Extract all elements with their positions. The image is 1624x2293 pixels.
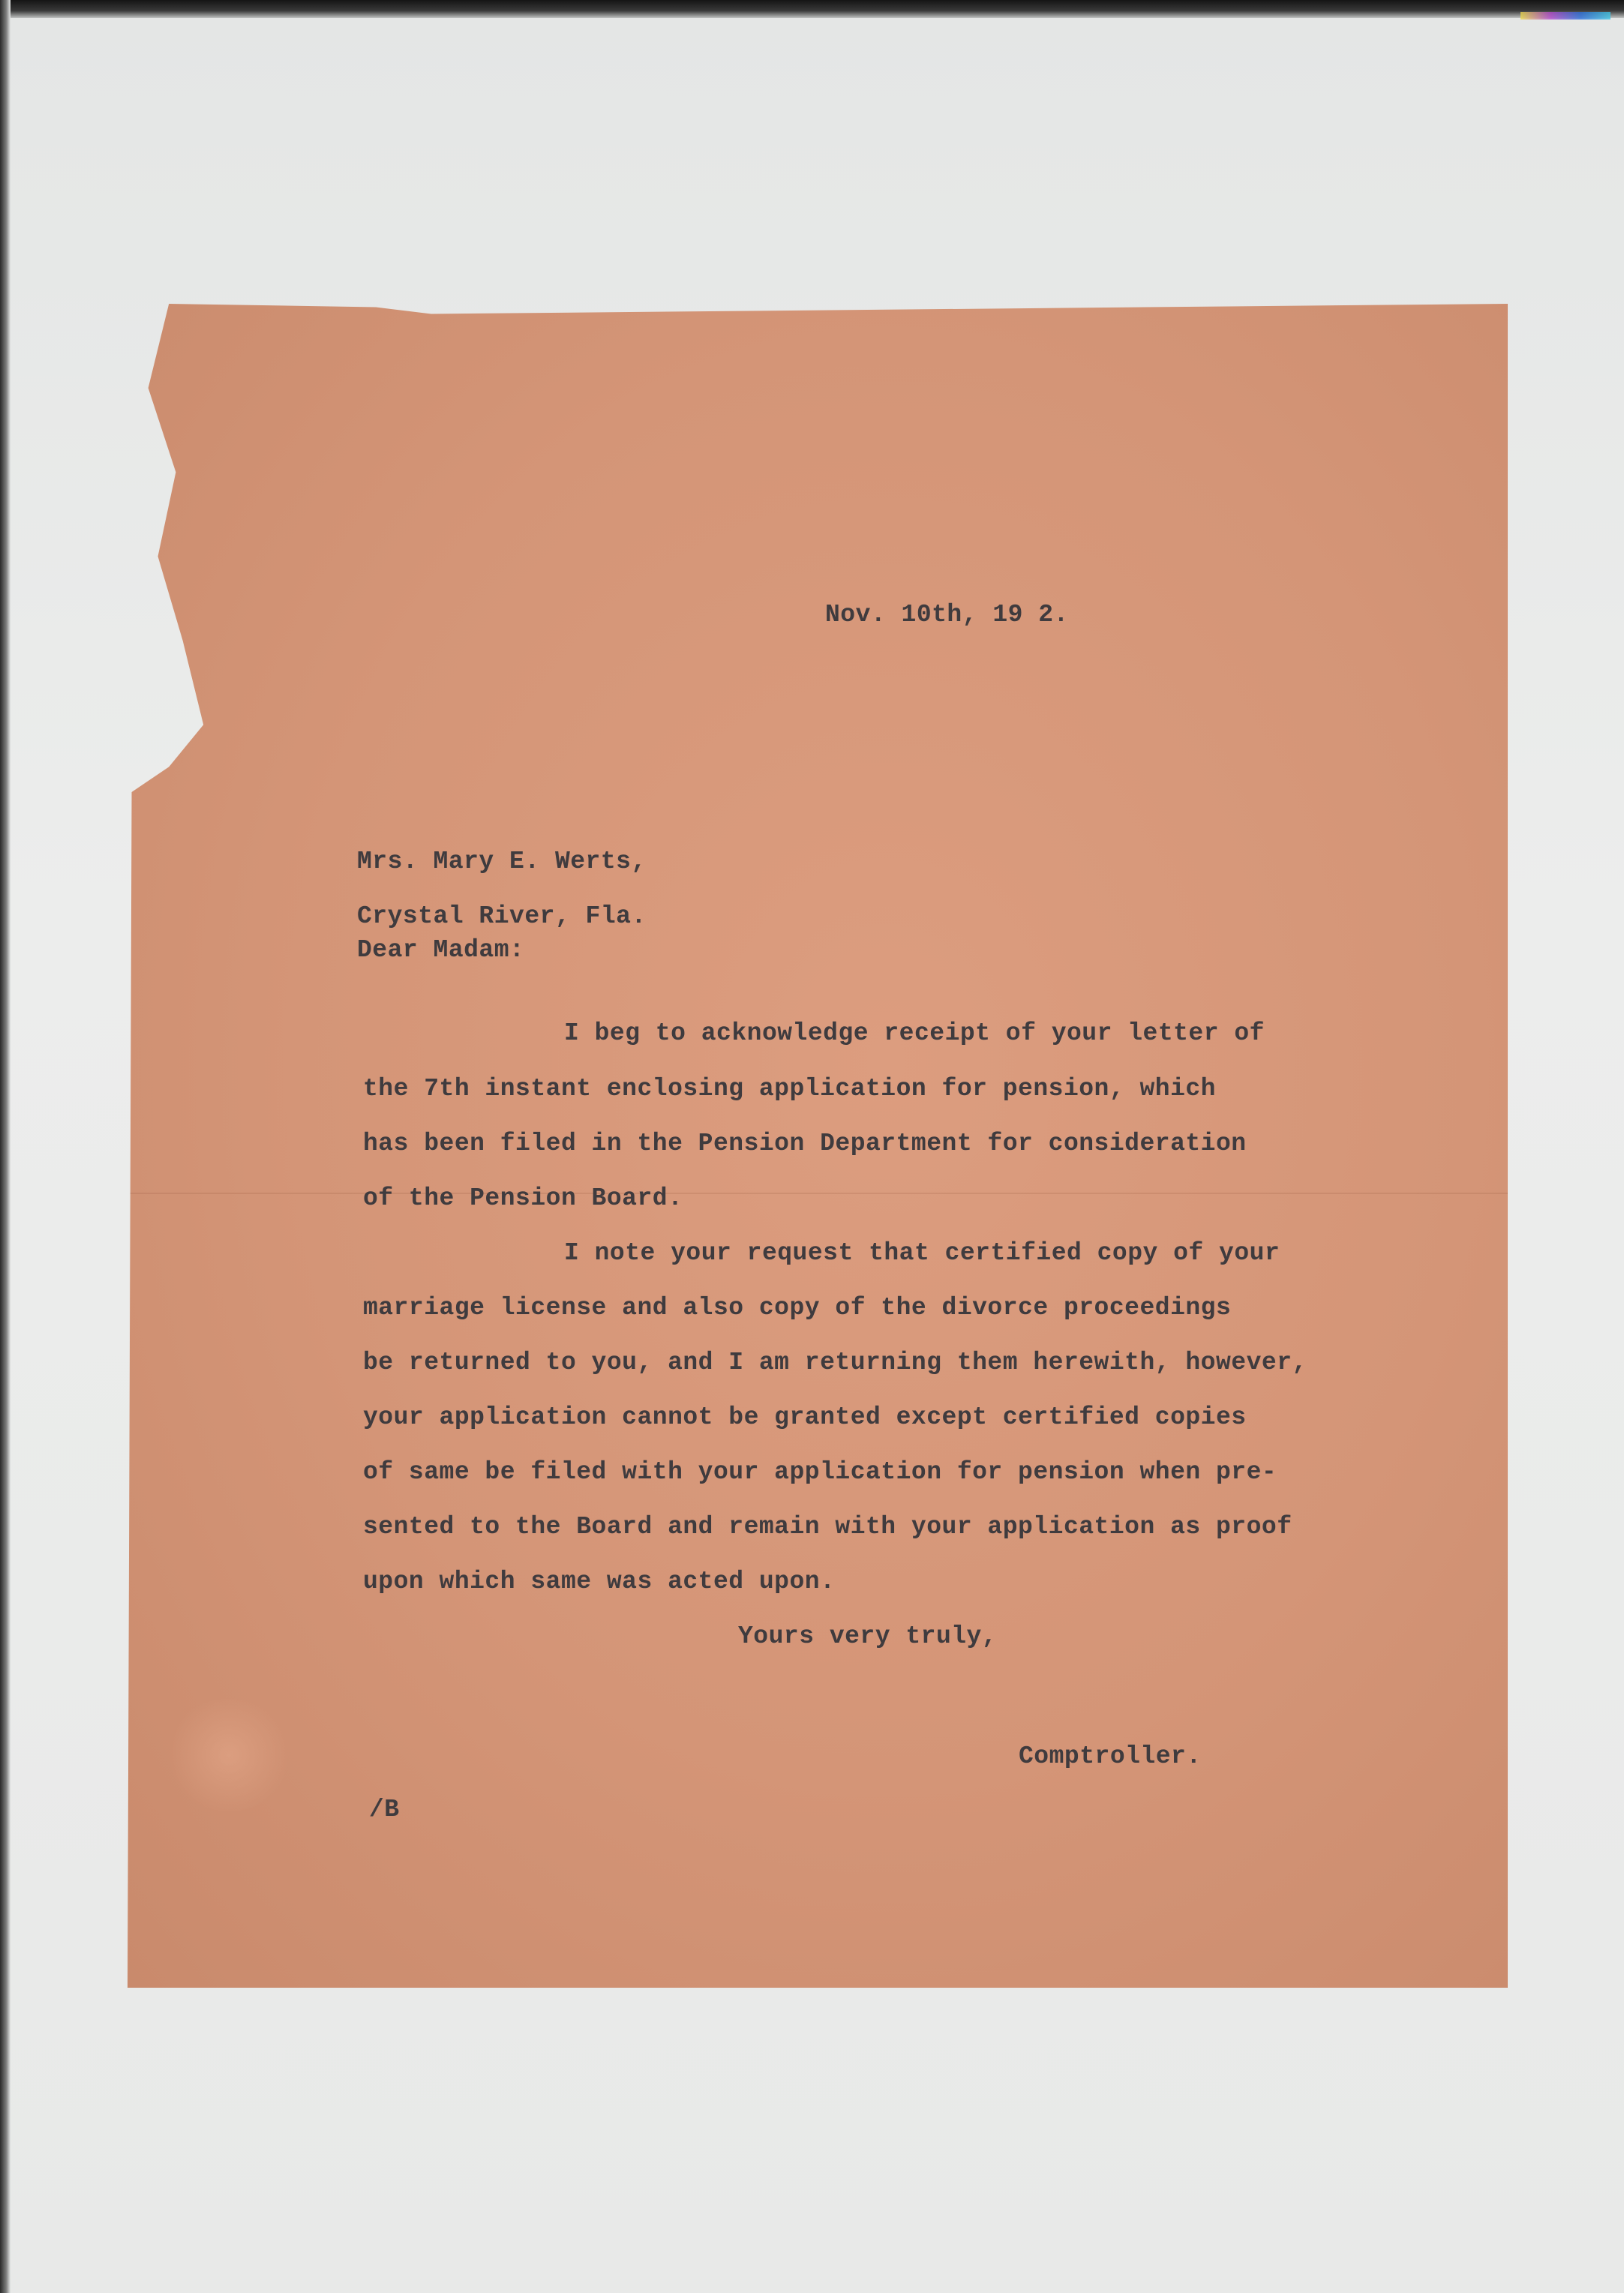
body-line: upon which same was acted upon.: [363, 1568, 836, 1595]
body-line: has been filed in the Pension Department for consideration: [363, 1130, 1247, 1157]
paper-stain: [165, 1699, 293, 1811]
reference-initials: /B: [369, 1796, 400, 1823]
body-line: I note your request that certified copy of your: [564, 1239, 1280, 1267]
closing: Yours very truly,: [738, 1622, 998, 1650]
body-line: be returned to you, and I am returning them herewith, however,: [363, 1349, 1307, 1376]
letter-date: Nov. 10th, 19 2.: [825, 601, 1069, 629]
signature-title: Comptroller.: [1019, 1742, 1202, 1770]
scan-left-edge: [0, 0, 11, 2293]
body-line: I beg to acknowledge receipt of your letter of: [564, 1019, 1265, 1047]
body-line: of the Pension Board.: [363, 1184, 683, 1212]
body-line: your application cannot be granted except certified copies: [363, 1403, 1247, 1431]
body-line: marriage license and also copy of the divorce proceedings: [363, 1294, 1232, 1322]
scan-top-edge: [0, 0, 1624, 18]
recipient-name: Mrs. Mary E. Werts,: [357, 848, 647, 875]
recipient-address: Crystal River, Fla.: [357, 902, 647, 930]
body-line: sented to the Board and remain with your application as proof: [363, 1513, 1292, 1541]
body-line: of same be filed with your application for pension when pre-: [363, 1458, 1277, 1486]
salutation: Dear Madam:: [357, 936, 525, 964]
paper-fold-crease: [128, 1193, 1508, 1194]
scan-color-calibration-strip: [1520, 12, 1610, 20]
body-line: the 7th instant enclosing application for pension, which: [363, 1075, 1216, 1103]
